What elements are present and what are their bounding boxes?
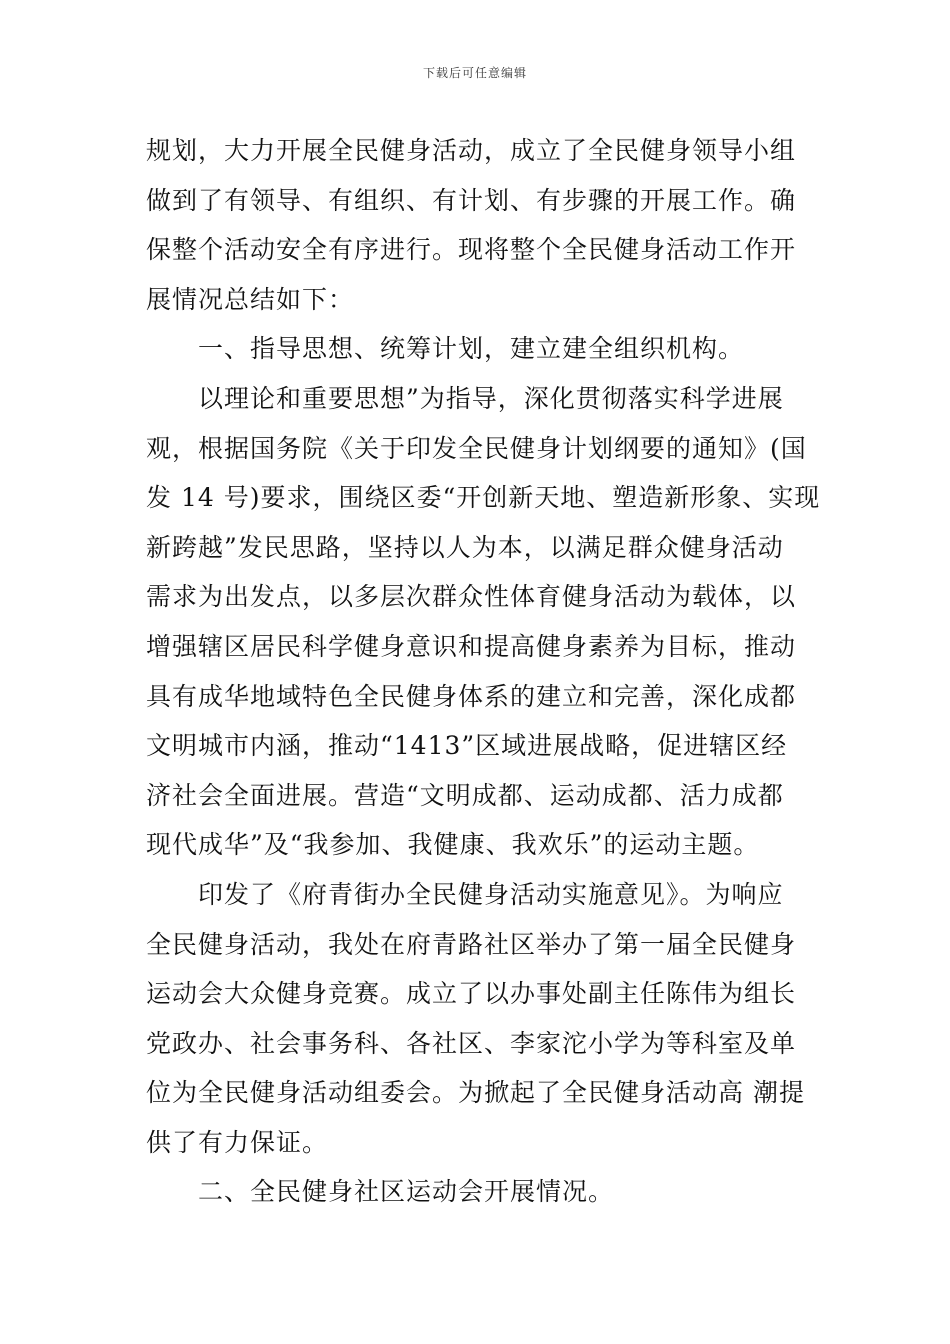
text-line: 文明城市内涵，推动“1413”区域进展战略，促进辖区经: [146, 731, 788, 761]
text-line: 发 14 号)要求，围绕区委“开创新天地、塑造新形象、实现: [146, 483, 821, 513]
paragraph-start: 印发了《府青街办全民健身活动实施意见》。为响应: [198, 879, 784, 909]
text-line: 党政办、社会事务科、各社区、李家沱小学为等科室及单: [146, 1028, 797, 1058]
section-heading-1: 一、指导思想、统筹计划，建立建全组织机构。: [198, 334, 745, 364]
text-line: 观，根据国务院《关于印发全民健身计划纲要的通知》(国: [146, 433, 807, 463]
text-line: 位为全民健身活动组委会。为掀起了全民健身活动高 潮提: [146, 1078, 805, 1108]
text-line: 需求为出发点，以多层次群众性体育健身活动为载体，以: [146, 582, 797, 612]
text-line: 运动会大众健身竞赛。成立了以办事处副主任陈伟为组长: [146, 979, 797, 1009]
text-line: 新跨越”发民思路，坚持以人为本，以满足群众健身活动: [146, 532, 784, 562]
text-line: 展情况总结如下：: [146, 284, 355, 314]
page-header-note: 下载后可任意编辑: [422, 66, 527, 80]
paragraph-start: 以理论和重要思想”为指导，深化贯彻落实科学进展: [198, 383, 784, 413]
text-line: 做到了有领导、有组织、有计划、有步骤的开展工作。确: [146, 185, 797, 215]
text-line: 供了有力保证。: [146, 1127, 329, 1157]
text-line: 规划，大力开展全民健身活动，成立了全民健身领导小组: [146, 136, 797, 165]
text-line: 具有成华地域特色全民健身体系的建立和完善，深化成都: [146, 681, 797, 711]
text-line: 济社会全面进展。营造“文明成都、运动成都、活力成都: [146, 780, 784, 810]
document-body: [146, 126, 821, 1217]
section-heading-2: 二、全民健身社区运动会开展情况。: [198, 1177, 615, 1207]
text-line: 增强辖区居民科学健身意识和提高健身素养为目标，推动: [146, 631, 797, 661]
text-line: 现代成华”及“我参加、我健康、我欢乐”的运动主题。: [146, 830, 760, 860]
text-line: 全民健身活动，我处在府青路社区举办了第一届全民健身: [146, 929, 797, 959]
text-line: 保整个活动安全有序进行。现将整个全民健身活动工作开: [146, 235, 797, 265]
